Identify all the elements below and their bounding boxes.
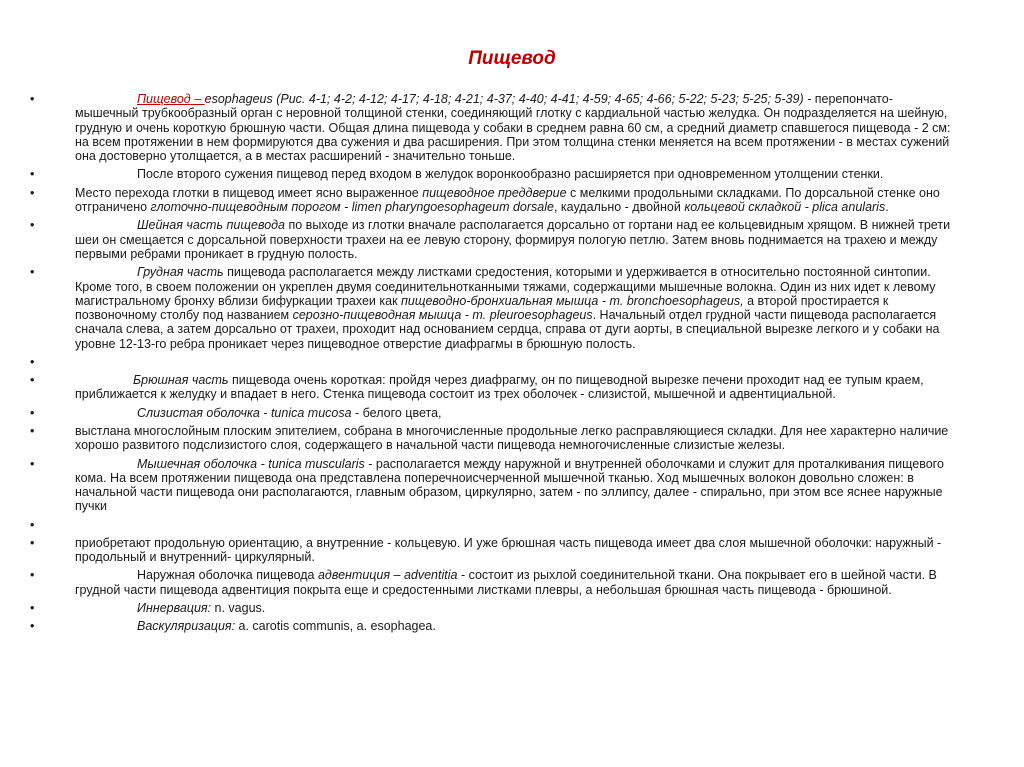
list-item: • Иннервация: n. vagus.: [30, 600, 266, 615]
list-item: • После второго сужения пищевод перед входом в желудок воронкообразно расширяется при одновременном утолщении стенки.: [30, 167, 884, 182]
list-item: • Наружная оболочка пищевода адвентиция – adventitia - состоит из рыхлой соединительной ткани. Она покрывает его в шейной части. В грудной части пищевода адвентиция покрыта еще и средостенными листками плевры, а небольшая брюшная часть пищевода - брюшиной.: [30, 568, 937, 597]
list-item: • Мышечная оболочка - tunica muscularis - располагается между наружной и внутренней оболочками и служит для проталкивания пищевого кома. На всем протяжении пищевода она представлена поперечноисчерченной мышечной тканью. Ход мышечных волокон довольно сложен: в начальной части пищевода они располагаются, главным образом, циркулярно, затем - по эллипсу, далее - спирально, при этом все яснее наружные пучки: [30, 456, 944, 514]
figure-refs: (Рис. 4-1; 4-2; 4-12; 4-17; 4-18; 4-21; 4-37; 4-40; 4-41; 4-59; 4-65; 4-66; 5-22; 5-23; 5-25; 5-39) -: [272, 92, 812, 106]
list-item: • выстлана многослойным плоским эпителием, собрана в многочисленные продольные легко расправляющиеся складки. Для нее характерно наличие хорошо развитого подслизистого слоя, содержащего в начальной части пищевода немногочисленные слизистые железы.: [30, 423, 949, 453]
list-item: • Васкуляризация: a. carotis communis, a. esophagea.: [30, 619, 436, 634]
list-item: • Шейная часть пищевода по выходе из глотки вначале располагается дорсально от гортани над ее кольцевидным хрящом. В нижней трети шеи он смещается с дорсальной поверхности трахеи на ее левую сторону, формируя пологую петлю. Затем вновь поднимается на трахею и между первыми ребрами проникает в грудную полость.: [30, 218, 951, 261]
bullet: •: [30, 92, 35, 106]
list-item: • Брюшная часть пищевода очень короткая: пройдя через диафрагму, он по пищеводной вырезке печени проходит над ее тупым краем, приближается к желудку и впадает в него. Стенка пищевода состоит из трех оболочек - слизистой, мышечной и адвентициальной.: [30, 373, 924, 402]
list-item: • Слизистая оболочка - tunica mucosa - белого цвета,: [30, 405, 442, 420]
term-esophagus: Пищевод: [137, 92, 191, 106]
bullet-list: [30, 92, 952, 638]
list-item: • приобретают продольную ориентацию, а внутренние - кольцевую. И уже брюшная часть пищевода имеет два слоя мышечной оболочки: наружный - продольный и внутренний- циркулярный.: [30, 535, 942, 565]
page-title: Пищевод: [468, 48, 556, 69]
list-item-empty: •: [30, 517, 35, 532]
list-item-empty: •: [30, 355, 35, 370]
list-item: • Пищевод – esophageus (Рис. 4-1; 4-2; 4-12; 4-17; 4-18; 4-21; 4-37; 4-40; 4-41; 4-59; 4-65; 4-66; 5-22; 5-23; 5-25; 5-39) - перепончато-мышечный трубкообразный орган с неровной толщиной стенки, соединяющий глотку с кардиальной частью желудка. Он подразделяется на шейную, грудную и очень короткую брюшную части. Общая длина пищевода у собаки в среднем равна 60 см, а средний диаметр спавшегося пищевода - 2 см: на всем протяжении в нем формируются два сужения и два расширения. При этом толщина стенки меняется на всем протяжении - в местах сужений она достоверно утолщается, а в местах расширений - значительно тоньше.: [30, 92, 951, 164]
list-item: • Грудная часть пищевода располагается между листками средостения, которыми и удерживается в относительно постоянной синтопии. Кроме того, в своем положении он укреплен двумя соединительнотканными тяжами, содержащими мышечные волокна. Один из них идет к левому магистральному бронху вблизи бифуркации трахеи как пищеводно-бронхиальная мышца - m. bronchoesophageus, а второй простирается к позвоночному столбу под названием серозно-пищеводная мышца - m. pleuroesophageus. Начальный отдел грудной части пищевода располагается сначала слева, а затем дорсально от трахеи, проходит над основанием сердца, справа от дуги аорты, в специальной вырезке легкого и у собаки на уровне 12-13-го ребра проникает через пищеводное отверстие диафрагмы в брюшную полость.: [30, 265, 940, 351]
list-item: • Место перехода глотки в пищевод имеет ясно выраженное пищеводное преддверие с мелкими продольными складками. По дорсальной стенке оно отграничено глоточно-пищеводным порогом - limen pharyngoesophageum dorsale, каудально - двойной кольцевой складкой - plica anularis.: [30, 185, 940, 215]
latin-term: esophageus: [204, 92, 273, 106]
